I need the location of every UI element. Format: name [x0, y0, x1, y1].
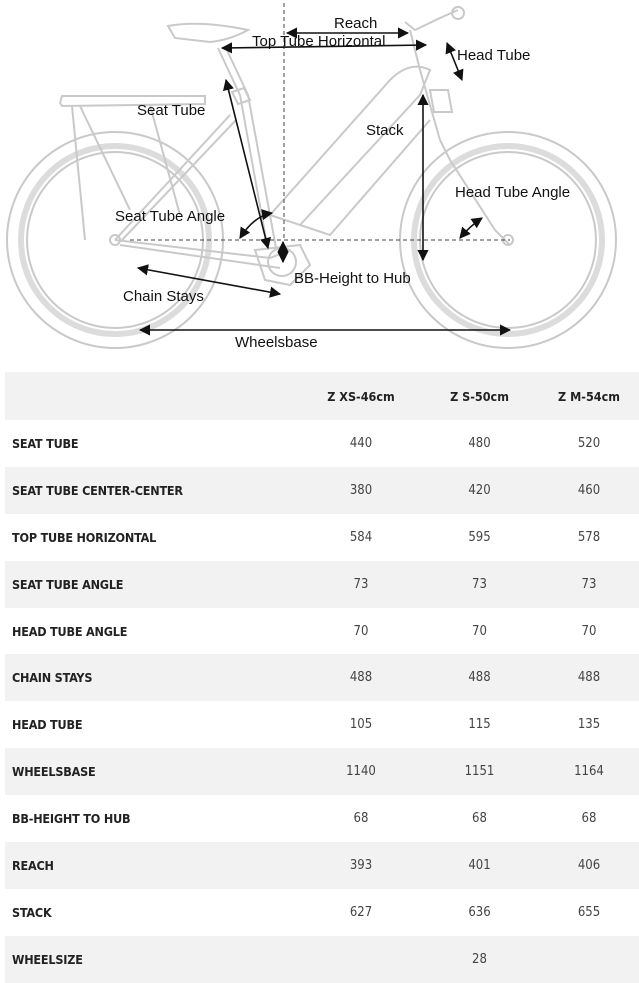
- table-cell: 1164: [539, 748, 639, 795]
- table-cell: 73: [420, 561, 539, 608]
- table-cell: 420: [420, 467, 539, 514]
- table-cell: 115: [420, 701, 539, 748]
- table-cell: 595: [420, 514, 539, 561]
- table-cell: 488: [539, 654, 639, 701]
- bb-height-to-hub-label: BB-Height to Hub: [294, 270, 411, 287]
- table-cell: 105: [302, 701, 420, 748]
- top-tube-horizontal-label: Top Tube Horizontal: [252, 33, 386, 50]
- table-cell: 440: [302, 420, 420, 467]
- row-label: SEAT TUBE CENTER-CENTER: [5, 467, 302, 514]
- reach-label: Reach: [334, 15, 378, 32]
- stack-label: Stack: [366, 122, 404, 139]
- table-cell: 1140: [302, 748, 420, 795]
- table-cell: [302, 936, 420, 983]
- table-cell: 488: [420, 654, 539, 701]
- table-cell: 70: [420, 608, 539, 655]
- seat-tube-angle-arrow: [240, 213, 272, 238]
- seat-tube-label: Seat Tube: [137, 102, 206, 119]
- row-label: WHEELSBASE: [5, 748, 302, 795]
- table-row: [5, 608, 639, 655]
- table-header-row: [5, 372, 639, 420]
- bike-geometry-diagram: [0, 0, 639, 370]
- table-row: [5, 795, 639, 842]
- table-row: [5, 842, 639, 889]
- head-tube-angle-arrow: [460, 218, 482, 238]
- column-header-blank: [5, 372, 302, 420]
- table-cell: 520: [539, 420, 639, 467]
- table-cell: 380: [302, 467, 420, 514]
- table-cell: 406: [539, 842, 639, 889]
- row-label: HEAD TUBE: [5, 701, 302, 748]
- chain-stays-label: Chain Stays: [123, 288, 204, 305]
- seat-tube-arrow: [226, 80, 268, 248]
- table-row: [5, 561, 639, 608]
- table-row: [5, 748, 639, 795]
- row-label: SEAT TUBE: [5, 420, 302, 467]
- column-header: Z XS-46cm: [302, 372, 420, 420]
- table-cell: 28: [420, 936, 539, 983]
- table-cell: 636: [420, 889, 539, 936]
- table-cell: 73: [539, 561, 639, 608]
- row-label: REACH: [5, 842, 302, 889]
- head-tube-angle-label: Head Tube Angle: [455, 184, 571, 201]
- table-cell: 1151: [420, 748, 539, 795]
- table-cell: 135: [539, 701, 639, 748]
- table-cell: 70: [302, 608, 420, 655]
- wheelsbase-label: Wheelsbase: [235, 334, 318, 351]
- table-row: [5, 936, 639, 983]
- table-cell: 627: [302, 889, 420, 936]
- table-cell: 578: [539, 514, 639, 561]
- row-label: SEAT TUBE ANGLE: [5, 561, 302, 608]
- table-row: [5, 654, 639, 701]
- row-label: BB-HEIGHT TO HUB: [5, 795, 302, 842]
- seat-tube-angle-label: Seat Tube Angle: [115, 208, 226, 225]
- table-row: [5, 701, 639, 748]
- table-row: [5, 889, 639, 936]
- table-cell: 68: [420, 795, 539, 842]
- table-cell: 584: [302, 514, 420, 561]
- row-label: HEAD TUBE ANGLE: [5, 608, 302, 655]
- table-cell: 393: [302, 842, 420, 889]
- table-cell: 401: [420, 842, 539, 889]
- table-cell: 480: [420, 420, 539, 467]
- row-label: TOP TUBE HORIZONTAL: [5, 514, 302, 561]
- table-row: [5, 514, 639, 561]
- row-label: CHAIN STAYS: [5, 654, 302, 701]
- geometry-table: [5, 372, 639, 983]
- table-cell: 70: [539, 608, 639, 655]
- table-cell: 655: [539, 889, 639, 936]
- table-cell: 73: [302, 561, 420, 608]
- table-cell: 68: [539, 795, 639, 842]
- table-row: [5, 467, 639, 514]
- table-cell: [539, 936, 639, 983]
- column-header: Z M-54cm: [539, 372, 639, 420]
- table-row: [5, 420, 639, 467]
- row-label: WHEELSIZE: [5, 936, 302, 983]
- table-cell: 68: [302, 795, 420, 842]
- table-cell: 460: [539, 467, 639, 514]
- row-label: STACK: [5, 889, 302, 936]
- column-header: Z S-50cm: [420, 372, 539, 420]
- table-cell: 488: [302, 654, 420, 701]
- head-tube-label: Head Tube: [457, 47, 531, 64]
